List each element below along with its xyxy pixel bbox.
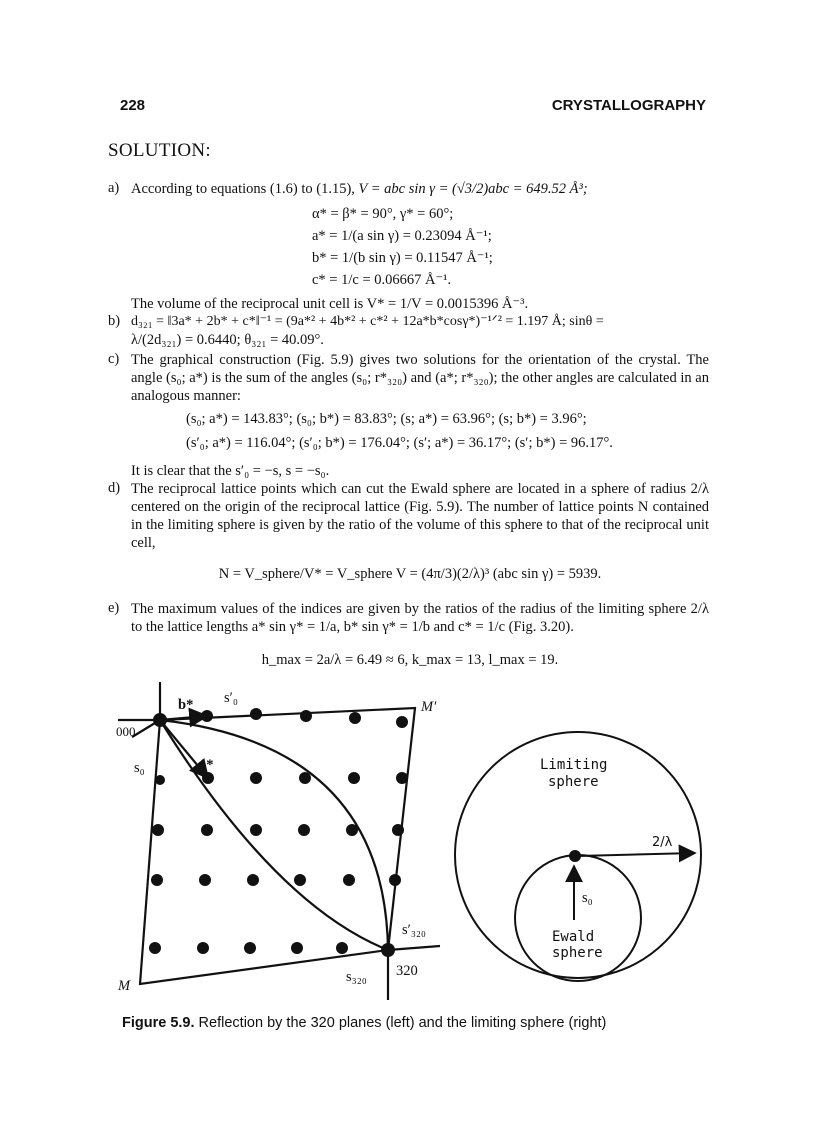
label-s0-prime: s′₀ — [224, 690, 238, 706]
lattice-point — [250, 824, 262, 836]
lattice-point — [392, 824, 404, 836]
part-b-line2: λ/(2d₃₂₁) = 0.6440; θ₃₂₁ = 40.09°. — [131, 332, 324, 348]
part-d-text: The reciprocal lattice points which can cut the Ewald sphere are located in a sphere of radius 2/λ centered on the origin of the reciprocal lattice (Fig. 5.9). The number of lattice points N contained in the limiting sphere is given by the ratio of the volume of this sphere to that of the reciprocal unit cell, — [131, 481, 709, 551]
part-a-label: a) — [108, 180, 120, 196]
lattice-point — [396, 716, 408, 728]
label-M: M — [118, 978, 131, 994]
part-a-reciprocal-volume: The volume of the reciprocal unit cell is V* = 1/V = 0.0015396 Å⁻³. — [131, 296, 529, 312]
radius-2-lambda-arrow — [578, 853, 695, 856]
lattice-point — [294, 874, 306, 886]
label-ewald: Ewald — [552, 929, 595, 945]
lattice-point — [348, 772, 360, 784]
label-limiting-sphere: sphere — [548, 774, 599, 790]
label-node-320: 320 — [396, 963, 418, 979]
lattice-point — [346, 824, 358, 836]
lattice-point — [197, 942, 209, 954]
label-ewald-sphere: sphere — [552, 945, 603, 961]
part-b-label: b) — [108, 313, 121, 329]
section-heading: SOLUTION: — [108, 140, 211, 161]
page-number: 228 — [120, 97, 146, 114]
part-a-a-star: a* = 1/(a sin γ) = 0.23094 Å⁻¹; — [312, 228, 492, 244]
part-d-label: d) — [108, 480, 121, 496]
label-s-320: s₃₂₀ — [346, 969, 367, 985]
lattice-point — [244, 942, 256, 954]
label-M-prime: M′ — [421, 699, 437, 715]
lattice-point-320 — [381, 943, 395, 957]
lattice-point — [155, 775, 165, 785]
label-limiting: Limiting — [540, 757, 608, 773]
part-c-label: c) — [108, 351, 120, 367]
part-a-intro: According to equations (1.6) to (1.15), V = abc sin γ = (√3/2)abc = 649.52 Å³; — [131, 181, 588, 197]
lattice-point — [201, 824, 213, 836]
label-s0: s₀ — [134, 760, 145, 776]
lattice-point-origin — [153, 713, 167, 727]
lattice-point — [349, 712, 361, 724]
part-c-angles-2: (s′₀; a*) = 116.04°; (s′₀; b*) = 176.04°; (s′; a*) = 36.17°; (s′; b*) = 96.17°. — [186, 435, 613, 451]
lattice-points — [149, 708, 408, 957]
label-a-star: a* — [199, 757, 214, 773]
figure-caption: Figure 5.9. Reflection by the 320 planes (left) and the limiting sphere (right) — [122, 1015, 607, 1031]
part-a-b-star: b* = 1/(b sin γ) = 0.11547 Å⁻¹; — [312, 250, 493, 266]
running-title: CRYSTALLOGRAPHY — [551, 97, 706, 114]
part-c-conclusion: It is clear that the s′₀ = −s, s = −s₀. — [131, 463, 330, 479]
lattice-point — [396, 772, 408, 784]
label-b-star: b* — [178, 697, 194, 713]
label-radius-2-lambda: 2/λ — [652, 835, 673, 850]
lattice-point — [199, 874, 211, 886]
lattice-point — [201, 710, 213, 722]
lattice-point — [250, 708, 262, 720]
part-b-line1: d₃₂₁ = ‖3a* + 2b* + c*‖⁻¹ = (9a*² + 4b*² + c*² + 12a*b*cosγ*)⁻¹ᐟ² = 1.197 Å; sinθ = — [131, 314, 604, 329]
lattice-point — [389, 874, 401, 886]
lattice-point — [149, 942, 161, 954]
label-origin-000: 000 — [116, 724, 136, 739]
lattice-point — [298, 824, 310, 836]
lattice-point — [291, 942, 303, 954]
part-a-angles: α* = β* = 90°, γ* = 60°; — [312, 206, 454, 222]
s-320-line — [388, 946, 440, 950]
part-a-c-star: c* = 1/c = 0.06667 Å⁻¹. — [312, 272, 452, 288]
limiting-sphere-center-point — [569, 850, 581, 862]
lattice-point — [247, 874, 259, 886]
part-d-equation: N = V_sphere/V* = V_sphere V = (4π/3)(2/λ)³ (abc sin γ) = 5939. — [218, 566, 602, 582]
part-e-label: e) — [108, 600, 120, 616]
lattice-point — [343, 874, 355, 886]
part-c-angles-1: (s₀; a*) = 143.83°; (s₀; b*) = 83.83°; (s; a*) = 63.96°; (s; b*) = 3.96°; — [186, 411, 587, 427]
part-e-equation: h_max = 2a/λ = 6.49 ≈ 6, k_max = 13, l_max = 19. — [261, 652, 559, 668]
label-s-prime-320: s′₃₂₀ — [402, 922, 426, 938]
lattice-point — [300, 710, 312, 722]
ewald-sphere-circle — [515, 855, 641, 981]
part-c-text: The graphical construction (Fig. 5.9) gives two solutions for the orientation of the crystal. The angle (s₀; a*) is the sum of the angles (s₀; r*₃₂₀) and (a*; r*₃₂₀); the other angles are calculated in an analogous manner: — [131, 352, 709, 404]
lattice-point — [151, 874, 163, 886]
lattice-point — [152, 824, 164, 836]
lattice-point — [336, 942, 348, 954]
lattice-point — [250, 772, 262, 784]
lattice-point — [299, 772, 311, 784]
part-e-text: The maximum values of the indices are given by the ratios of the radius of the limiting sphere 2/λ to the lattice lengths a* sin γ* = 1/a, b* sin γ* = 1/b and c* = 1/c (Fig. 3.20). — [131, 601, 709, 635]
label-right-s0: s₀ — [582, 890, 593, 906]
